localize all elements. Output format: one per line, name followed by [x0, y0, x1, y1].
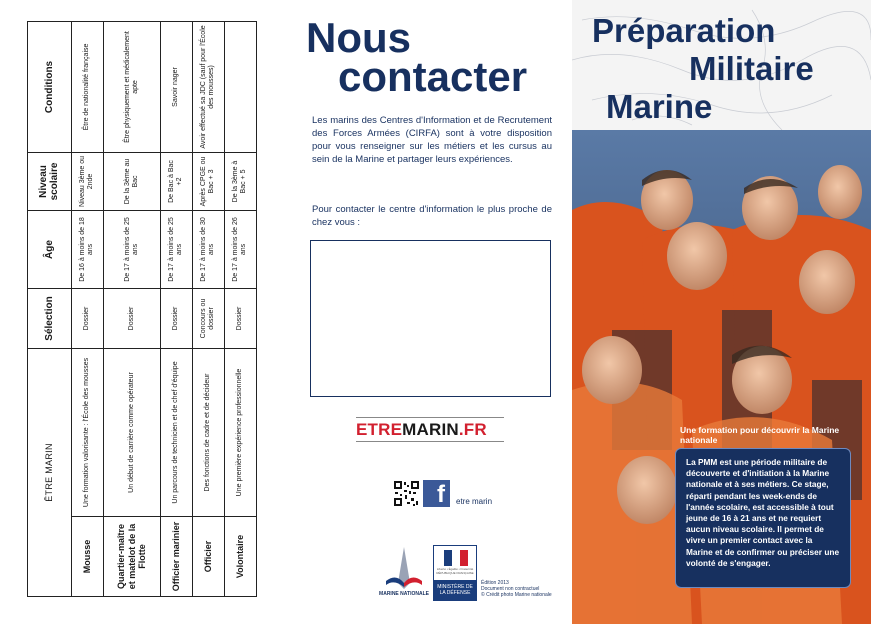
role-cell: Officier [192, 517, 224, 597]
edition-year: Édition 2013 [481, 580, 509, 586]
requirements-table-wrap [27, 22, 257, 597]
cover-panel [572, 0, 871, 624]
selection-cell: Dossier [103, 288, 160, 348]
facebook-label[interactable]: etre marin [456, 497, 493, 506]
condition-cell: Avoir effectué sa JDC (sauf pour l'École des mousses) [192, 21, 224, 152]
age-cell: De 17 à moins de 30 ans [192, 210, 224, 288]
pmm-info-box: La PMM est une période militaire de découverte et d'initiation à la Marine nationale et à ses métiers. Ce stage, réparti pendant les week-ends de l'année scolaire, est accessible à tout jeune de 16 à 21 ans et ne requiert aucun niveau scolaire. Il permet de vivre un premier contact avec la Marine et de confirmer ou préciser une volonté de s'engager. [675, 448, 851, 588]
cover-title [572, 12, 871, 126]
contact-panel [290, 0, 572, 624]
level-cell: Après CPGE ou Bac + 3 [192, 152, 224, 210]
selection-cell: Dossier [160, 288, 192, 348]
ministry-label: MINISTÈRE DE LA DÉFENSE [434, 580, 476, 600]
photo-credit: © Crédit photo Marine nationale [481, 592, 552, 598]
age-cell: De 17 à moins de 25 ans [103, 210, 160, 288]
qr-code-icon[interactable] [393, 480, 420, 507]
logo-rule-top [356, 417, 504, 418]
site-url-part2: MARIN [402, 420, 459, 439]
site-url-logo[interactable] [356, 420, 487, 440]
edition-note [481, 580, 565, 598]
french-flag-icon [444, 550, 468, 566]
selection-cell: Concours ou dossier [192, 288, 224, 348]
section-label: ÊTRE MARIN [28, 348, 72, 596]
header-conditions: Conditions [28, 21, 72, 152]
table-row [192, 21, 224, 596]
description-cell: Une première expérience professionnelle [224, 348, 256, 516]
role-cell: Officier marinier [160, 517, 192, 597]
level-cell: De Bac à Bac +2 [160, 152, 192, 210]
selection-cell: Dossier [71, 288, 103, 348]
age-cell: De 17 à moins de 26 ans [224, 210, 256, 288]
cover-title-line3: Marine [606, 88, 713, 125]
contact-title-line1: Nous [306, 14, 411, 61]
condition-cell: Être de nationalité française [71, 21, 103, 152]
cover-title-line1: Préparation [592, 12, 776, 49]
level-cell: Niveau 3ème ou 2nde [71, 152, 103, 210]
contact-title [306, 14, 568, 100]
header-age: Âge [28, 210, 72, 288]
table-row [103, 21, 160, 596]
photo-caption: Une formation pour découvrir la Marine nationale [680, 425, 840, 445]
header-level: Niveau scolaire [28, 152, 72, 210]
header-selection: Sélection [28, 288, 72, 348]
level-cell: De la 3ème au Bac [103, 152, 160, 210]
selection-cell: Dossier [224, 288, 256, 348]
site-url-part1: ETRE [356, 420, 403, 439]
condition-cell: Savoir nager [160, 21, 192, 152]
table-row [160, 21, 192, 596]
role-cell: Volontaire [224, 517, 256, 597]
cover-title-line2: Militaire [689, 50, 814, 87]
ministry-motto: Liberté • Égalité • Fraternité RÉPUBLIQUE FRANÇAISE [436, 567, 474, 575]
table-row [71, 21, 103, 596]
marine-logo-text: MARINE NATIONALE [379, 591, 429, 597]
description-cell: Un parcours de technicien et de chef d'équipe [160, 348, 192, 516]
age-cell: De 17 à moins de 25 ans [160, 210, 192, 288]
contact-prompt: Pour contacter le centre d'information le plus proche de chez vous : [312, 204, 552, 228]
level-cell: De la 3ème à Bac + 5 [224, 152, 256, 210]
edition-disclaimer: Document non contractuel [481, 586, 540, 592]
role-cell: Quartier-maître et matelot de la Flotte [103, 517, 160, 597]
ministry-logo [433, 545, 477, 601]
description-cell: Une formation valorisante : l'École des mousses [71, 348, 103, 516]
description-cell: Un début de carrière comme opérateur [103, 348, 160, 516]
condition-cell-empty [224, 21, 256, 152]
age-cell: De 16 à moins de 18 ans [71, 210, 103, 288]
condition-cell: Être physiquement et médicalement apte [103, 21, 160, 152]
table-row [224, 21, 256, 596]
facebook-icon[interactable]: f [423, 480, 450, 507]
contact-title-line2: contacter [338, 53, 528, 100]
table-header-row [28, 21, 72, 596]
requirements-panel [0, 0, 290, 624]
role-cell: Mousse [71, 517, 103, 597]
logo-rule-bottom [356, 441, 504, 442]
description-cell: Des fonctions de cadre et de décideur [192, 348, 224, 516]
contact-address-box [310, 240, 551, 397]
requirements-table [27, 21, 257, 597]
site-url-part3: .FR [458, 420, 487, 439]
contact-intro: Les marins des Centres d'Information et de Recrutement des Forces Armées (CIRFA) sont à votre disposition pour vous renseigner sur les métiers et les cursus au sein de la Marine et partager leurs expériences. [312, 115, 552, 165]
